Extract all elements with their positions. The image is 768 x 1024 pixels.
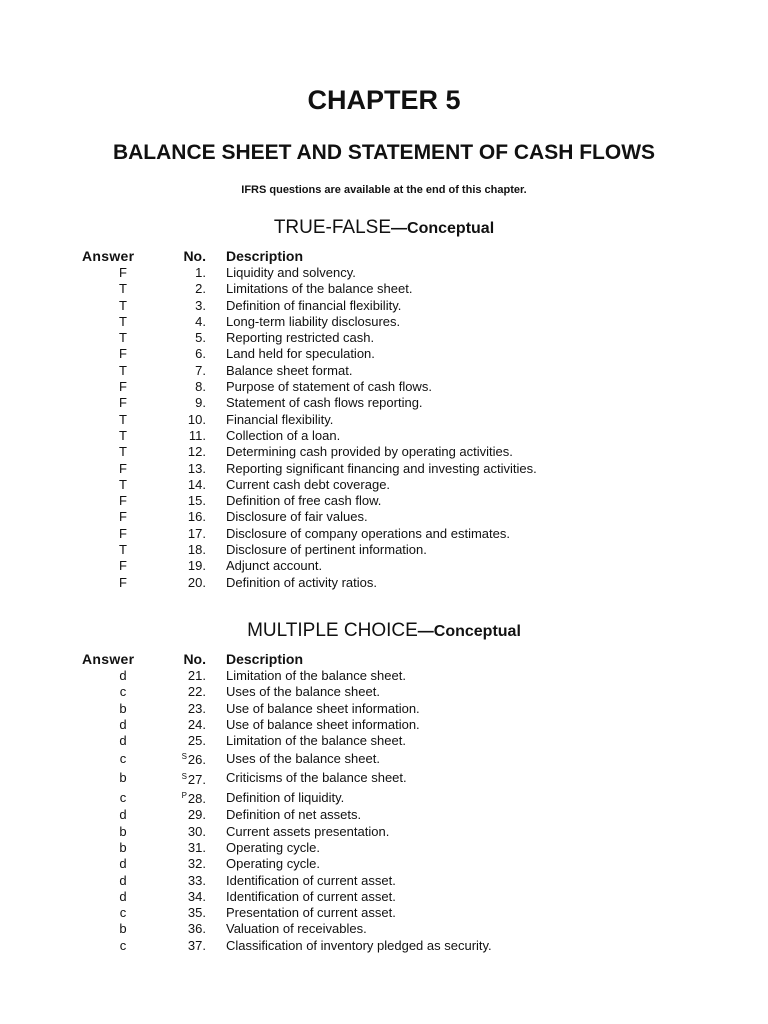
column-gap [206,379,226,395]
column-gap [206,921,226,937]
table-row [82,363,602,379]
description-cell: Valuation of receivables. [226,921,367,937]
column-gap [206,873,226,889]
description-cell: Financial flexibility. [226,411,334,427]
question-number-cell [164,379,206,395]
answer-cell: T [119,330,127,346]
table-row [82,509,602,525]
description-cell: Limitation of the balance sheet. [226,668,406,683]
answer-column-header: Answer [82,248,135,264]
answer-cell: d [119,668,127,683]
question-number-cell [164,788,206,807]
table-row [82,938,602,954]
question-number: 8. [195,379,206,395]
question-number-cell [164,575,206,591]
table-row [82,298,602,314]
question-number-cell [164,807,206,823]
question-number: 19. [187,558,206,574]
description-cell: Classification of inventory pledged as security. [226,937,492,953]
answer-cell: F [119,558,127,574]
question-number: 9. [195,395,206,411]
question-number-cell [164,412,206,428]
column-gap [206,749,226,768]
question-number-cell [164,938,206,954]
question-number: 25. [187,733,206,749]
question-number: 31. [187,839,206,855]
question-number: 12. [187,444,206,460]
column-gap [206,346,226,362]
question-number-cell [164,298,206,314]
table-row [82,314,602,330]
description-cell: Uses of the balance sheet. [226,750,380,766]
answer-cell: c [119,937,127,953]
description-cell: Current cash debt coverage. [226,476,391,492]
table-header-row [82,247,602,265]
table-row [82,412,602,428]
column-gap [206,788,226,807]
column-gap [206,493,226,509]
section-heading-sub: Conceptual [407,220,495,237]
question-source-mark: S [181,771,187,781]
question-number: 2. [195,281,206,297]
question-number-cell [164,873,206,889]
table-row [82,265,602,281]
question-number: 21. [187,668,206,683]
question-number: 37. [187,937,206,953]
column-gap [206,526,226,542]
table-row [82,428,602,444]
answer-cell: T [119,444,127,460]
description-cell: Definition of net assets. [226,807,362,823]
table-row [82,824,602,840]
column-gap [206,650,226,668]
question-number: 32. [187,856,206,872]
question-number: 20. [187,574,206,590]
question-number-cell [164,509,206,525]
question-number: 6. [195,346,206,362]
question-number: 29. [187,807,206,823]
ifrs-note: IFRS questions are available at the end of this chapter. [241,184,527,196]
question-number-cell [164,824,206,840]
question-number: 14. [187,476,206,492]
answer-cell: F [119,379,127,395]
table-row [82,668,602,684]
table-row [82,444,602,460]
section-heading-multiple-choice [0,619,768,644]
column-gap [206,701,226,717]
chapter-title: CHAPTER 5 [307,85,461,115]
description-cell: Reporting restricted cash. [226,330,375,346]
question-number-cell [164,905,206,921]
answer-column-header: Answer [82,651,135,667]
description-cell: Definition of liquidity. [226,789,345,805]
question-number-cell [164,769,206,788]
answer-cell: c [119,789,127,805]
question-number: 24. [187,716,206,732]
table-row [82,733,602,749]
answer-cell: b [119,921,127,937]
answer-cell: d [119,888,127,904]
table-row [82,701,602,717]
question-number-cell [164,281,206,297]
question-number-cell [164,558,206,574]
column-gap [206,824,226,840]
table-row [82,684,602,700]
question-number: 36. [187,921,206,937]
column-gap [206,395,226,411]
column-gap [206,769,226,788]
description-cell: Statement of cash flows reporting. [226,395,423,411]
description-cell: Definition of financial flexibility. [226,297,402,313]
column-gap [206,509,226,525]
table-row [82,493,602,509]
section-heading-dash: — [391,220,408,237]
description-cell: Liquidity and solvency. [226,265,356,280]
table-row [82,379,602,395]
description-cell: Limitations of the balance sheet. [226,281,413,297]
answer-cell: d [119,807,127,823]
answer-cell: b [119,839,127,855]
answer-cell: F [119,460,127,476]
answer-cell: F [119,346,127,362]
description-cell: Balance sheet format. [226,362,353,378]
question-source-mark: S [181,752,187,762]
column-gap [206,247,226,265]
answer-cell: T [119,411,127,427]
question-number: 16. [187,509,206,525]
description-cell: Definition of activity ratios. [226,574,378,590]
question-number-cell [164,493,206,509]
number-column-header: No. [183,651,206,667]
chapter-subtitle: BALANCE SHEET AND STATEMENT OF CASH FLOWS [112,141,656,164]
question-number-cell [164,668,206,684]
question-number: 27. [187,771,206,787]
table-row [82,856,602,872]
answer-cell: T [119,362,127,378]
description-cell: Presentation of current asset. [226,905,396,921]
answer-cell: b [119,770,127,786]
question-number-cell [164,921,206,937]
column-gap [206,905,226,921]
section-heading-sub: Conceptual [433,623,521,640]
column-gap [206,684,226,700]
answer-cell: d [119,872,127,888]
column-gap [206,281,226,297]
description-cell: Disclosure of fair values. [226,509,368,525]
table-row [82,921,602,937]
table-row [82,788,602,807]
question-source-mark: P [181,791,187,801]
description-cell: Operating cycle. [226,856,320,872]
table-row [82,526,602,542]
description-cell: Land held for speculation. [226,346,375,362]
number-column-header: No. [183,248,206,264]
answer-cell: c [119,905,127,921]
column-gap [206,717,226,733]
question-number: 30. [187,823,206,839]
column-gap [206,575,226,591]
section-heading-main: TRUE-FALSE [273,217,392,238]
description-cell: Use of balance sheet information. [226,716,420,732]
question-number-cell [164,428,206,444]
question-number: 18. [187,542,206,558]
answer-cell: F [119,493,127,509]
description-cell: Determining cash provided by operating activities. [226,444,513,460]
description-cell: Long-term liability disclosures. [226,313,401,329]
table-row [82,346,602,362]
description-cell: Current assets presentation. [226,823,390,839]
description-cell: Use of balance sheet information. [226,700,420,716]
question-number: 17. [187,525,206,541]
section-heading-true-false [0,216,768,241]
column-gap [206,412,226,428]
question-number: 10. [187,411,206,427]
column-gap [206,461,226,477]
description-cell: Disclosure of company operations and estimates. [226,525,510,541]
description-cell: Adjunct account. [226,558,323,574]
question-number-cell [164,733,206,749]
table-row [82,461,602,477]
column-gap [206,330,226,346]
column-gap [206,428,226,444]
question-number-cell [164,889,206,905]
table-row [82,717,602,733]
table-header-row [82,650,602,668]
question-number-cell [164,840,206,856]
answer-cell: T [119,476,127,492]
question-number: 5. [195,330,206,346]
answer-cell: c [119,750,127,766]
table-row [82,807,602,823]
column-gap [206,265,226,281]
column-gap [206,558,226,574]
description-cell: Criticisms of the balance sheet. [226,770,407,786]
column-gap [206,938,226,954]
table-row [82,330,602,346]
description-cell: Identification of current asset. [226,888,396,904]
column-gap [206,668,226,684]
question-number-cell [164,314,206,330]
question-number-cell [164,749,206,768]
answer-cell: T [119,297,127,313]
question-number-cell [164,330,206,346]
answer-cell: F [119,265,127,280]
description-column-header: Description [226,651,304,667]
question-number-cell [164,701,206,717]
column-gap [206,840,226,856]
question-number: 4. [195,313,206,329]
question-number-cell [164,856,206,872]
answer-cell: d [119,716,127,732]
question-number: 35. [187,905,206,921]
description-cell: Limitation of the balance sheet. [226,733,406,749]
column-gap [206,889,226,905]
description-cell: Collection of a loan. [226,427,341,443]
answer-cell: b [119,823,127,839]
description-cell: Identification of current asset. [226,872,396,888]
question-number-cell [164,346,206,362]
answer-cell: T [119,542,127,558]
answer-cell: F [119,525,127,541]
table-row [82,905,602,921]
question-number-cell [164,444,206,460]
answer-cell: T [119,313,127,329]
question-number-cell [164,265,206,281]
description-cell: Uses of the balance sheet. [226,684,380,700]
column-gap [206,733,226,749]
table-row [82,281,602,297]
column-gap [206,807,226,823]
question-number-cell [164,477,206,493]
table-row [82,840,602,856]
column-gap [206,298,226,314]
table-row [82,575,602,591]
description-cell: Definition of free cash flow. [226,493,382,509]
column-gap [206,542,226,558]
question-number: 11. [188,427,206,443]
column-gap [206,856,226,872]
table-row [82,395,602,411]
question-number: 7. [195,362,206,378]
description-cell: Purpose of statement of cash flows. [226,379,432,395]
table-row [82,769,602,788]
column-gap [206,444,226,460]
answer-cell: T [119,281,127,297]
table-row [82,558,602,574]
question-number: 33. [187,872,206,888]
description-cell: Disclosure of pertinent information. [226,542,427,558]
question-number: 26. [187,752,206,768]
question-number-cell [164,526,206,542]
section-heading-main: MULTIPLE CHOICE [247,620,418,641]
column-gap [206,363,226,379]
table-row [82,873,602,889]
table-row [82,542,602,558]
multiple-choice-table [82,650,602,954]
question-number-cell [164,542,206,558]
question-number: 22. [187,684,206,700]
description-cell: Operating cycle. [226,839,320,855]
question-number: 13. [187,460,206,476]
question-number: 23. [187,700,206,716]
question-number: 3. [195,297,206,313]
question-number-cell [164,395,206,411]
description-cell: Reporting significant financing and investing activities. [226,460,537,476]
answer-cell: b [119,700,127,716]
section-heading-dash: — [417,623,434,640]
answer-cell: F [119,395,127,411]
answer-cell: d [119,733,127,749]
question-number: 28. [187,791,206,807]
answer-cell: F [119,509,127,525]
description-column-header: Description [226,248,304,264]
table-row [82,889,602,905]
answer-cell: d [119,856,127,872]
true-false-table [82,247,602,591]
table-row [82,749,602,768]
column-gap [206,314,226,330]
question-number-cell [164,684,206,700]
question-number: 1. [195,265,206,280]
question-number-cell [164,717,206,733]
question-number: 34. [187,888,206,904]
question-number-cell [164,461,206,477]
answer-cell: T [119,427,127,443]
answer-cell: c [119,684,127,700]
answer-cell: F [119,574,127,590]
column-gap [206,477,226,493]
question-number-cell [164,363,206,379]
table-row [82,477,602,493]
question-number: 15. [187,493,206,509]
